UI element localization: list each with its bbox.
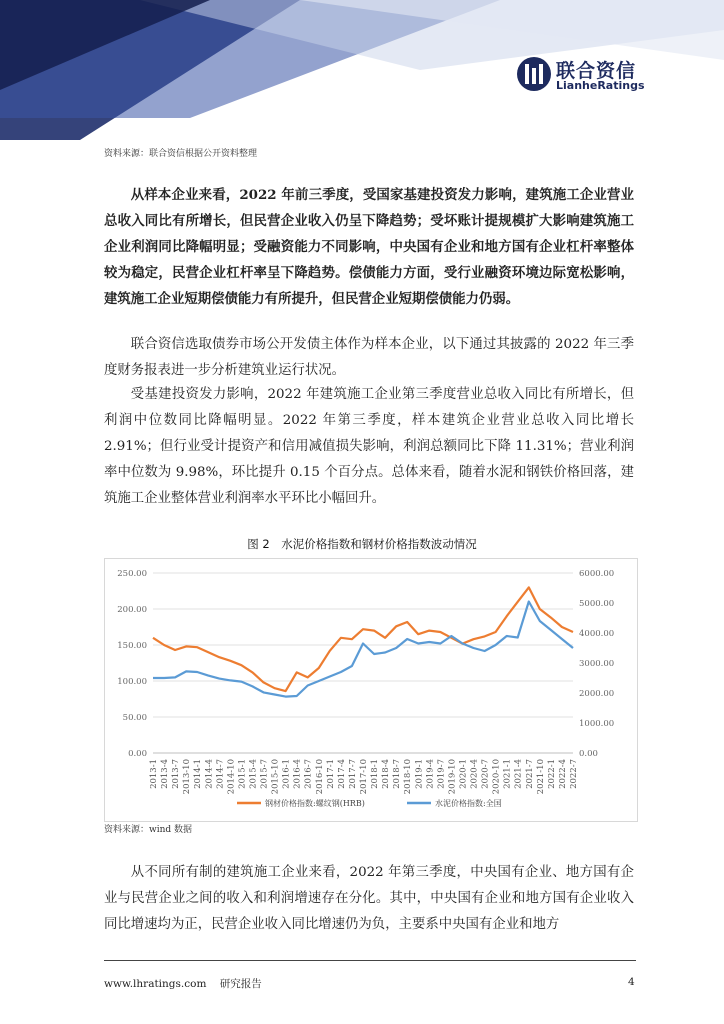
legend-steel-label: 钢材价格指数:螺纹钢(HRB) [265, 799, 365, 808]
x-tick-label: 2017-10 [359, 759, 369, 795]
page-number: 4 [628, 976, 635, 988]
footer-site [104, 976, 262, 991]
x-tick-label: 2014-4 [204, 759, 215, 789]
left-tick-label: 150.00 [117, 641, 147, 651]
x-tick-label: 2020-4 [469, 759, 480, 789]
company-logo [516, 56, 656, 94]
x-tick-label: 2019-1 [414, 759, 425, 789]
x-tick-label: 2016-1 [281, 759, 292, 789]
chart-canvas [105, 559, 637, 821]
x-tick-label: 2015-10 [270, 759, 281, 795]
right-tick-label: 5000.00 [579, 599, 615, 609]
paragraph-sample: 联合资信选取债券市场公开发债主体作为样本企业，以下通过其披露的 2022 年三季度财务报表进一步分析建筑业运行状况。 [104, 337, 634, 378]
x-tick-label: 2017-7 [347, 759, 358, 789]
legend-cement-label: 水泥价格指数:全国 [435, 799, 502, 808]
x-tick-label: 2013-7 [171, 759, 182, 789]
paragraph-revenue: 受基建投资发力影响，2022 年建筑施工企业第三季度营业总收入同比有所增长，但利润中位数同比降幅明显。2022 年第三季度，样本建筑企业营业总收入同比增长 2.91%；但行业受计提资产和信用减值损失影响，利润总额同比下降 11.31%；营业利润率中位数为 9.98%，环比提升 0.15 个百分点。总体来看，随着水泥和钢铁价格回落，建筑施工企业整体营业利润率水平环比小幅回升。 [104, 387, 634, 506]
logo-chinese-name: 联合资信 [556, 60, 637, 82]
x-tick-label: 2021-7 [524, 759, 535, 789]
footer-label: 研究报告 [219, 978, 262, 990]
logo-english-name: LianheRatings [556, 79, 645, 92]
x-tick-label: 2022-1 [546, 759, 557, 789]
left-tick-label: 0.00 [128, 749, 147, 759]
figure-title: 图 2 水泥价格指数和钢材价格指数波动情况 [247, 537, 477, 551]
left-tick-label: 100.00 [117, 677, 147, 687]
right-tick-label: 1000.00 [579, 719, 615, 729]
left-tick-label: 250.00 [117, 569, 147, 579]
x-tick-label: 2021-4 [513, 759, 524, 789]
x-tick-label: 2016-7 [303, 759, 314, 789]
x-tick-label: 2021-10 [535, 759, 546, 795]
x-tick-label: 2018-1 [370, 759, 381, 789]
x-tick-label: 2016-4 [292, 759, 303, 789]
x-tick-label: 2018-7 [392, 759, 403, 789]
x-tick-label: 2015-7 [259, 759, 270, 789]
x-tick-label: 2022-7 [569, 759, 579, 789]
logo-mark-icon [516, 56, 552, 92]
footer-url[interactable]: www.lhratings.com [104, 978, 207, 990]
left-tick-label: 200.00 [117, 605, 147, 615]
x-tick-label: 2019-10 [447, 759, 458, 795]
footer-divider [104, 960, 636, 961]
steel-price-line [153, 587, 573, 691]
right-tick-label: 3000.00 [579, 659, 615, 669]
x-tick-label: 2013-10 [182, 759, 193, 795]
x-tick-label: 2017-4 [336, 759, 347, 789]
source-note-bottom: 资料来源：wind 数据 [104, 825, 193, 835]
x-tick-label: 2017-1 [325, 759, 336, 789]
x-tick-label: 2015-4 [248, 759, 259, 789]
x-tick-label: 2013-1 [149, 759, 159, 789]
right-tick-label: 0.00 [579, 749, 598, 759]
x-tick-label: 2016-10 [314, 759, 325, 795]
paragraph-summary: 从样本企业来看，2022 年前三季度，受国家基建投资发力影响，建筑施工企业营业总收入同比有所增长，但民营企业收入仍呈下降趋势；受坏账计提规模扩大影响建筑施工企业利润同比降幅明显；受融资能力不同影响，中央国有企业和地方国有企业杠杆率整体较为稳定，民营企业杠杆率呈下降趋势。偿债能力方面，受行业融资环境边际宽松影响，建筑施工企业短期偿债能力有所提升，但民营企业短期偿债能力仍弱。 [104, 187, 634, 307]
right-tick-label: 2000.00 [579, 689, 615, 699]
x-tick-label: 2014-10 [226, 759, 237, 795]
x-tick-label: 2019-7 [436, 759, 447, 789]
x-tick-label: 2018-10 [403, 759, 414, 795]
paragraph-ownership: 从不同所有制的建筑施工企业来看，2022 年第三季度，中央国有企业、地方国有企业与民营企业之间的收入和利润增速存在分化。其中，中央国有企业和地方国有企业收入同比增速均为正，民营企业收入同比增速仍为负，主要系中央国有企业和地方 [104, 865, 634, 932]
x-tick-label: 2015-1 [237, 759, 248, 789]
x-tick-label: 2020-7 [480, 759, 491, 789]
x-tick-label: 2021-1 [502, 759, 513, 789]
x-tick-label: 2013-4 [160, 759, 171, 789]
x-tick-label: 2020-1 [458, 759, 469, 789]
x-tick-label: 2020-10 [491, 759, 502, 795]
x-tick-label: 2019-4 [425, 759, 436, 789]
cement-price-line [153, 602, 573, 697]
right-tick-label: 4000.00 [579, 629, 615, 639]
left-tick-label: 50.00 [122, 713, 147, 723]
price-index-chart [104, 558, 638, 822]
x-tick-label: 2014-1 [193, 759, 204, 789]
x-tick-label: 2014-7 [215, 759, 226, 789]
x-tick-label: 2018-4 [381, 759, 392, 789]
source-note-top: 资料来源：联合资信根据公开资料整理 [104, 149, 258, 159]
right-tick-label: 6000.00 [579, 569, 615, 579]
x-tick-label: 2022-4 [557, 759, 568, 789]
